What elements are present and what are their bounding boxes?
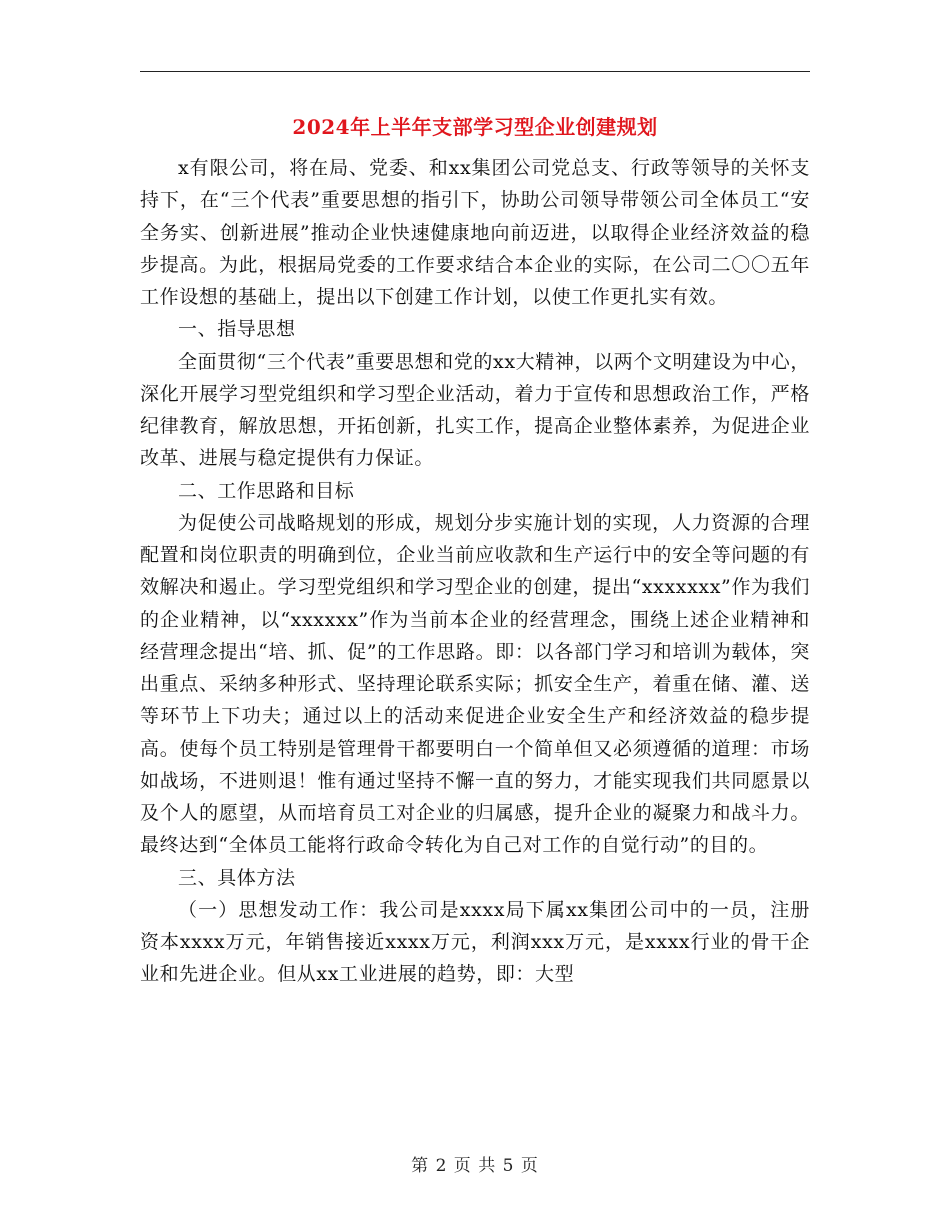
section-heading-methods: 三、具体方法: [178, 866, 296, 889]
methods-paragraph: （一）思想发动工作：我公司是xxxx局下属xx集团公司中的一员，注册资本xxxx万元，年销售接近xxxx万元，利润xxx万元，是xxxx行业的骨干企业和先进企业。但从xx工业进展的趋势，即：大型: [140, 898, 810, 986]
document-body: [140, 152, 810, 991]
document-title: 2024年上半年支部学习型企业创建规划: [292, 115, 658, 139]
guiding-thought-paragraph: 全面贯彻“三个代表”重要思想和党的xx大精神，以两个文明建设为中心，深化开展学习型党组织和学习型企业活动，着力于宣传和思想政治工作，严格纪律教育，解放思想，开拓创新，扎实工作，提高企业整体素养，为促进企业改革、进展与稳定提供有力保证。: [140, 350, 810, 470]
intro-paragraph: x有限公司，将在局、党委、和xx集团公司党总支、行政等领导的关怀支持下，在“三个代表”重要思想的指引下，协助公司领导带领公司全体员工“安全务实、创新进展”推动企业快速健康地向前迈进，以取得企业经济效益的稳步提高。为此，根据局党委的工作要求结合本企业的实际，在公司二〇〇五年工作设想的基础上，提出以下创建工作计划，以使工作更扎实有效。: [140, 157, 810, 308]
section-heading-work-goals: 二、工作思路和目标: [178, 479, 355, 502]
header-rule: [140, 71, 810, 72]
page-number-footer: 第 2 页 共 5 页: [411, 1156, 539, 1176]
work-goals-paragraph: 为促使公司战略规划的形成，规划分步实施计划的实现，人力资源的合理配置和岗位职责的明确到位，企业当前应收款和生产运行中的安全等问题的有效解决和遏止。学习型党组织和学习型企业的创建，提出“xxxxxxx”作为我们的企业精神，以“xxxxxx”作为当前本企业的经营理念，围绕上述企业精神和经营理念提出“培、抓、促”的工作思路。即：以各部门学习和培训为载体，突出重点、采纳多种形式、坚持理论联系实际；抓安全生产，着重在储、灌、送等环节上下功夫；通过以上的活动来促进企业安全生产和经济效益的稳步提高。使每个员工特别是管理骨干都要明白一个简单但又必须遵循的道理：市场如战场，不进则退！惟有通过坚持不懈一直的努力，才能实现我们共同愿景以及个人的愿望，从而培育员工对企业的归属感，提升企业的凝聚力和战斗力。最终达到“全体员工能将行政命令转化为自己对工作的自觉行动”的目的。: [140, 511, 810, 857]
section-heading-guiding-thought: 一、指导思想: [178, 318, 296, 341]
